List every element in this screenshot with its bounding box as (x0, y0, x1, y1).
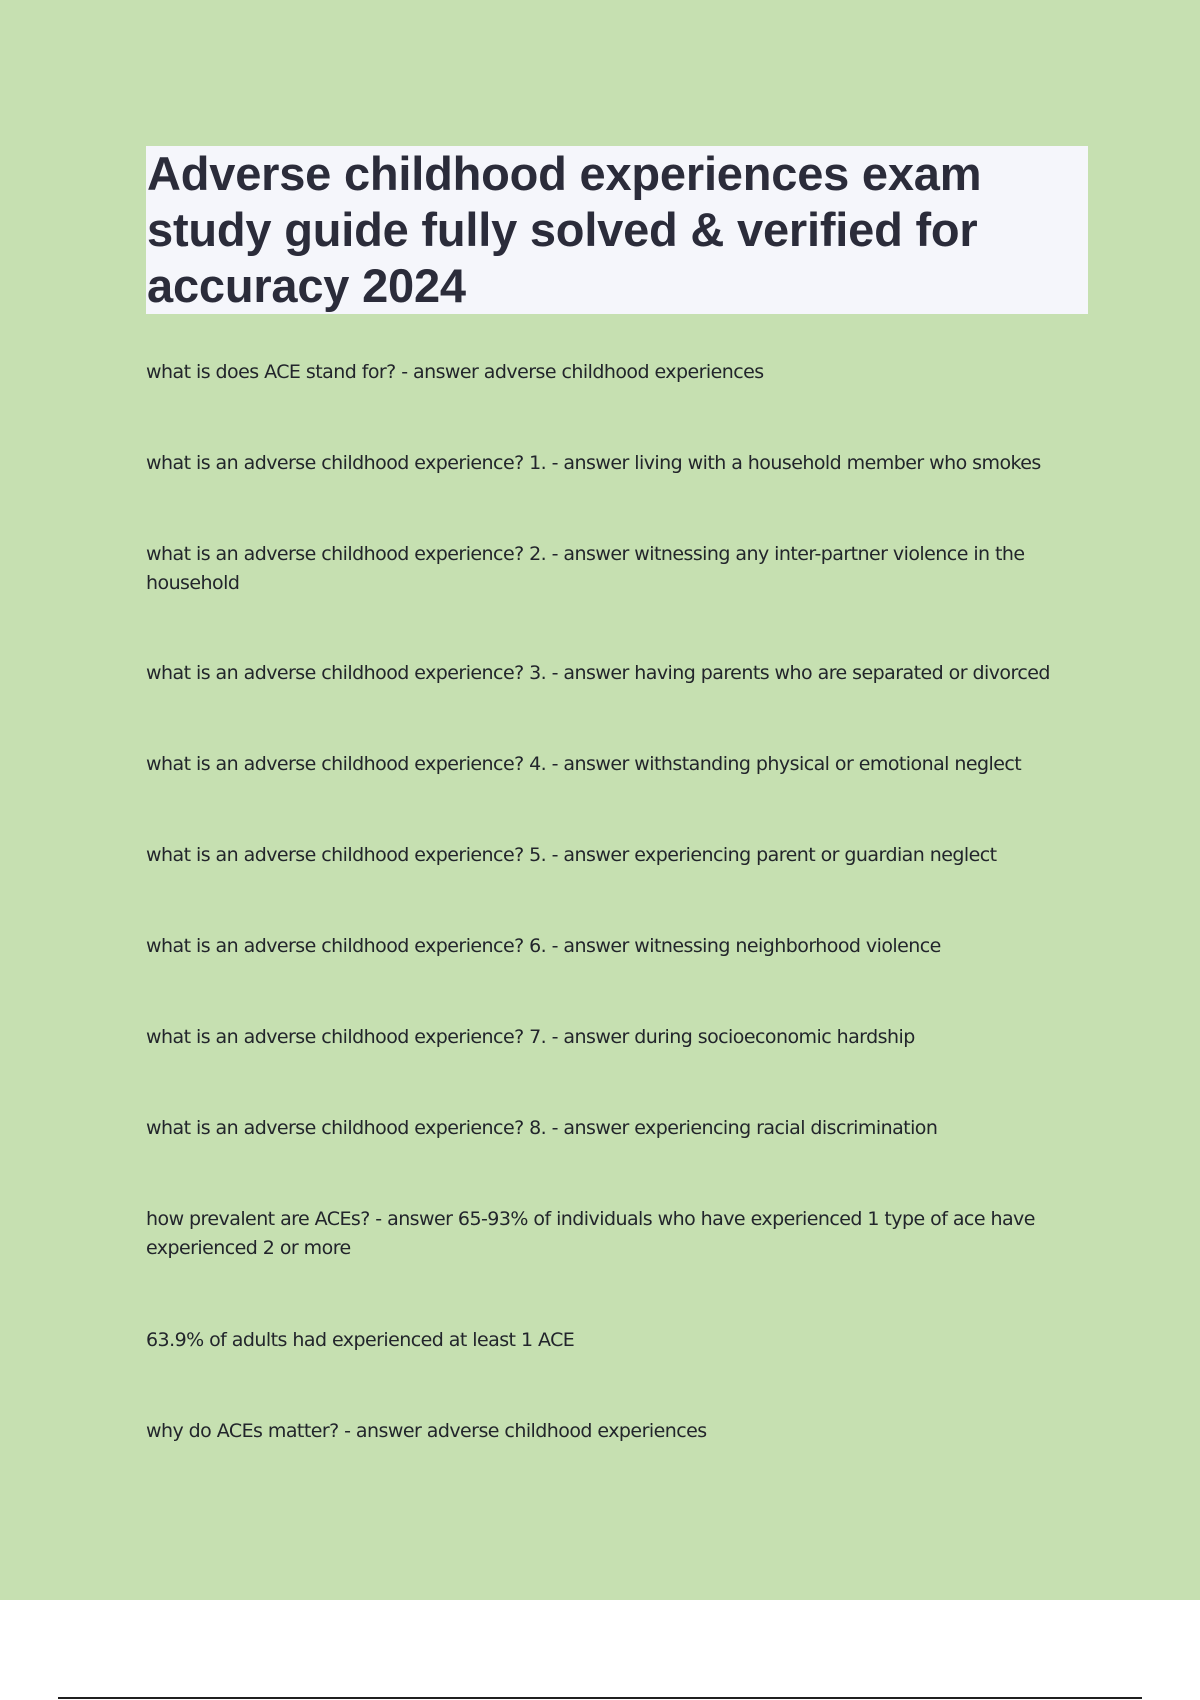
document-title: Adverse childhood experiences exam study guide fully solved & verified for accuracy 2024 (147, 147, 982, 312)
qa-entry-2: what is an adverse childhood experience? 1. - answer living with a household member who smokes (146, 452, 1041, 474)
title-block (146, 146, 1088, 314)
qa-entry-7: what is an adverse childhood experience? 6. - answer witnessing neighborhood violence (146, 935, 941, 957)
qa-entry-3: what is an adverse childhood experience? 2. - answer witnessing any inter-partner violence in the household (146, 543, 1025, 594)
qa-entry-10: how prevalent are ACEs? - answer 65-93% of individuals who have experienced 1 type of ace have experienced 2 or more (146, 1208, 1035, 1259)
qa-entry-6: what is an adverse childhood experience? 5. - answer experiencing parent or guardian neglect (146, 844, 997, 866)
footer-divider (58, 1697, 1142, 1699)
qa-entry-8: what is an adverse childhood experience? 7. - answer during socioeconomic hardship (146, 1026, 915, 1048)
qa-entry-12: why do ACEs matter? - answer adverse childhood experiences (146, 1420, 707, 1442)
qa-entry-1: what is does ACE stand for? - answer adverse childhood experiences (146, 361, 764, 383)
qa-entry-5: what is an adverse childhood experience? 4. - answer withstanding physical or emotional neglect (146, 753, 1022, 775)
qa-entry-4: what is an adverse childhood experience? 3. - answer having parents who are separated or divorced (146, 662, 1050, 684)
qa-entry-11: 63.9% of adults had experienced at least 1 ACE (146, 1329, 575, 1351)
qa-entry-9: what is an adverse childhood experience? 8. - answer experiencing racial discrimination (146, 1117, 938, 1139)
